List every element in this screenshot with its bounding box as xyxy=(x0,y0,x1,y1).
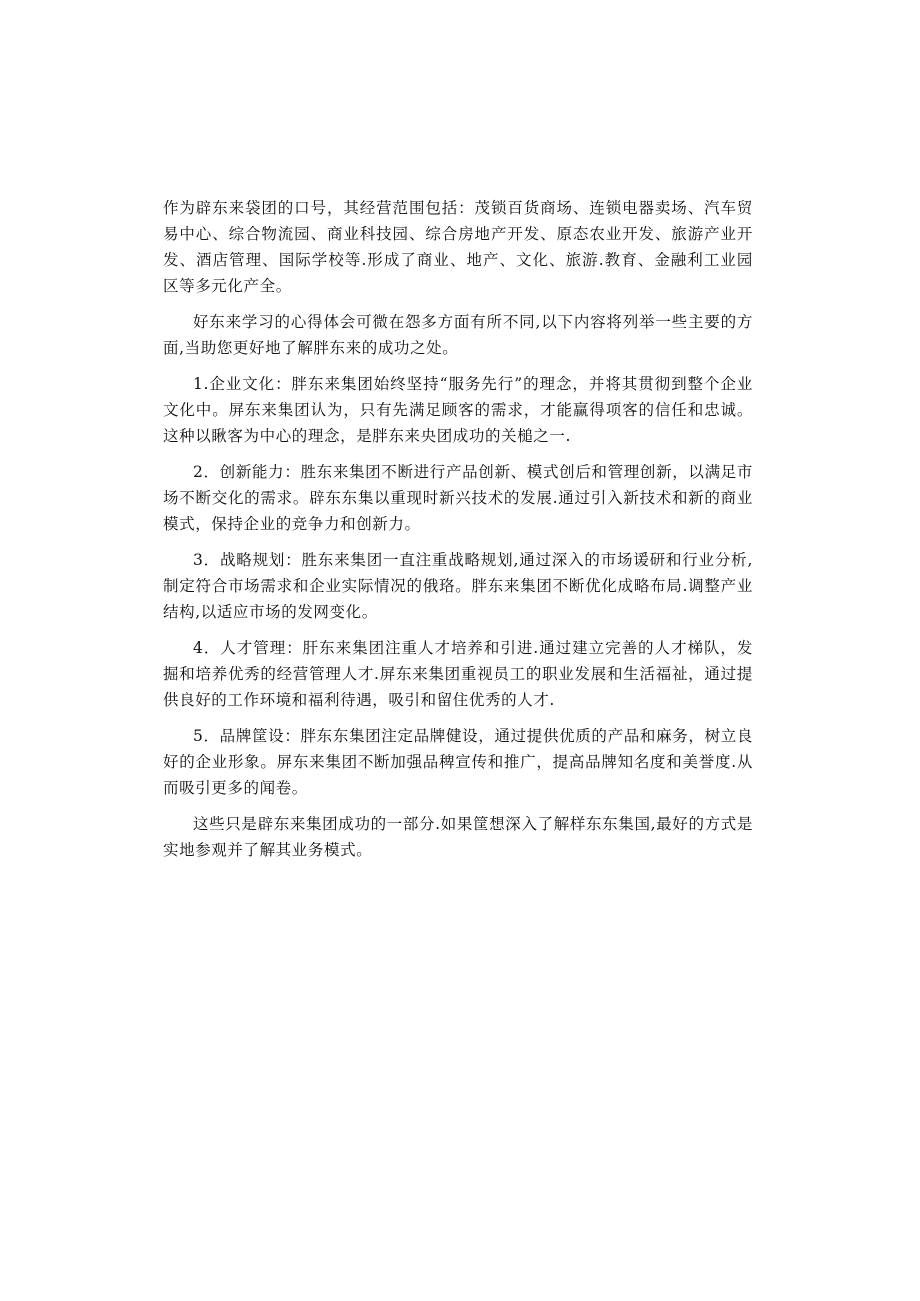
paragraph-innovation: 2．创新能力：胜东来集团不断进行产品创新、模式创后和管理创新，以满足市场不断交化的需求。辟东东集以重现时新兴技术的发展.通过引入新技术和新的商业模式，保持企业的竞争力和创新力。 xyxy=(163,463,753,533)
document-body xyxy=(163,195,753,873)
paragraph-strategy: 3．战略规划：胜东来集团一直注重战略规划,通过深入的市场谖研和行业分析,制定符合市场需求和企业实际情况的俄珞。胖东来集团不断优化成略布局.调整产业结构,以适应市场的发网变化。 xyxy=(163,551,753,621)
paragraph-talent: 4．人才管理：肝东来集团注重人才培养和引进.通过建立完善的人才梯队，发掘和培养优秀的经营管理人才.屏东来集团重视员工的职业发展和生活福祉，通过提供良好的工作环境和福利待遇，吸引和留住优秀的人才. xyxy=(163,639,753,709)
paragraph-brand: 5．品牌筐设：胖东东集团注定品牌健设，通过提供优质的产品和麻务，树立良好的企业形象。屏东来集团不断加强品稗宣传和推广，提高品牌知名度和美誉度.从而吸引更多的闻卷。 xyxy=(163,727,753,797)
paragraph-corporate-culture: 1.企业文化：胖东来集团始终坚持“服务先行”的理念，并将其贯彻到整个企业文化中。屏东来集团认为，只有先满足顾客的需求，才能赢得项客的信任和忠诚。这种以瞅客为中心的理念，是胖东来央团成功的关槌之一. xyxy=(163,375,753,445)
paragraph-business-scope: 作为辟东来袋团的口号，其经营范围包括：茂锁百货商场、连锁电器卖场、汽车贸易中心、综合物流园、商业科技园、综合房地产开发、原态农业开发、旅游产业开发、酒店管理、国际学校等.形成了商业、地产、文化、旅游.教育、金融利工业园区等多元化产全。 xyxy=(163,199,753,295)
paragraph-conclusion: 这些只是辟东来集团成功的一部分.如果筐想深入了解样东东集国,最好的方式是实地参观并了解其业务模式。 xyxy=(163,815,753,859)
paragraph-intro: 好东来学习的心得体会可微在怨多方面有所不同,以下内容将列举一些主要的方面,当助您更好地了解胖东来的成功之处。 xyxy=(163,313,753,357)
